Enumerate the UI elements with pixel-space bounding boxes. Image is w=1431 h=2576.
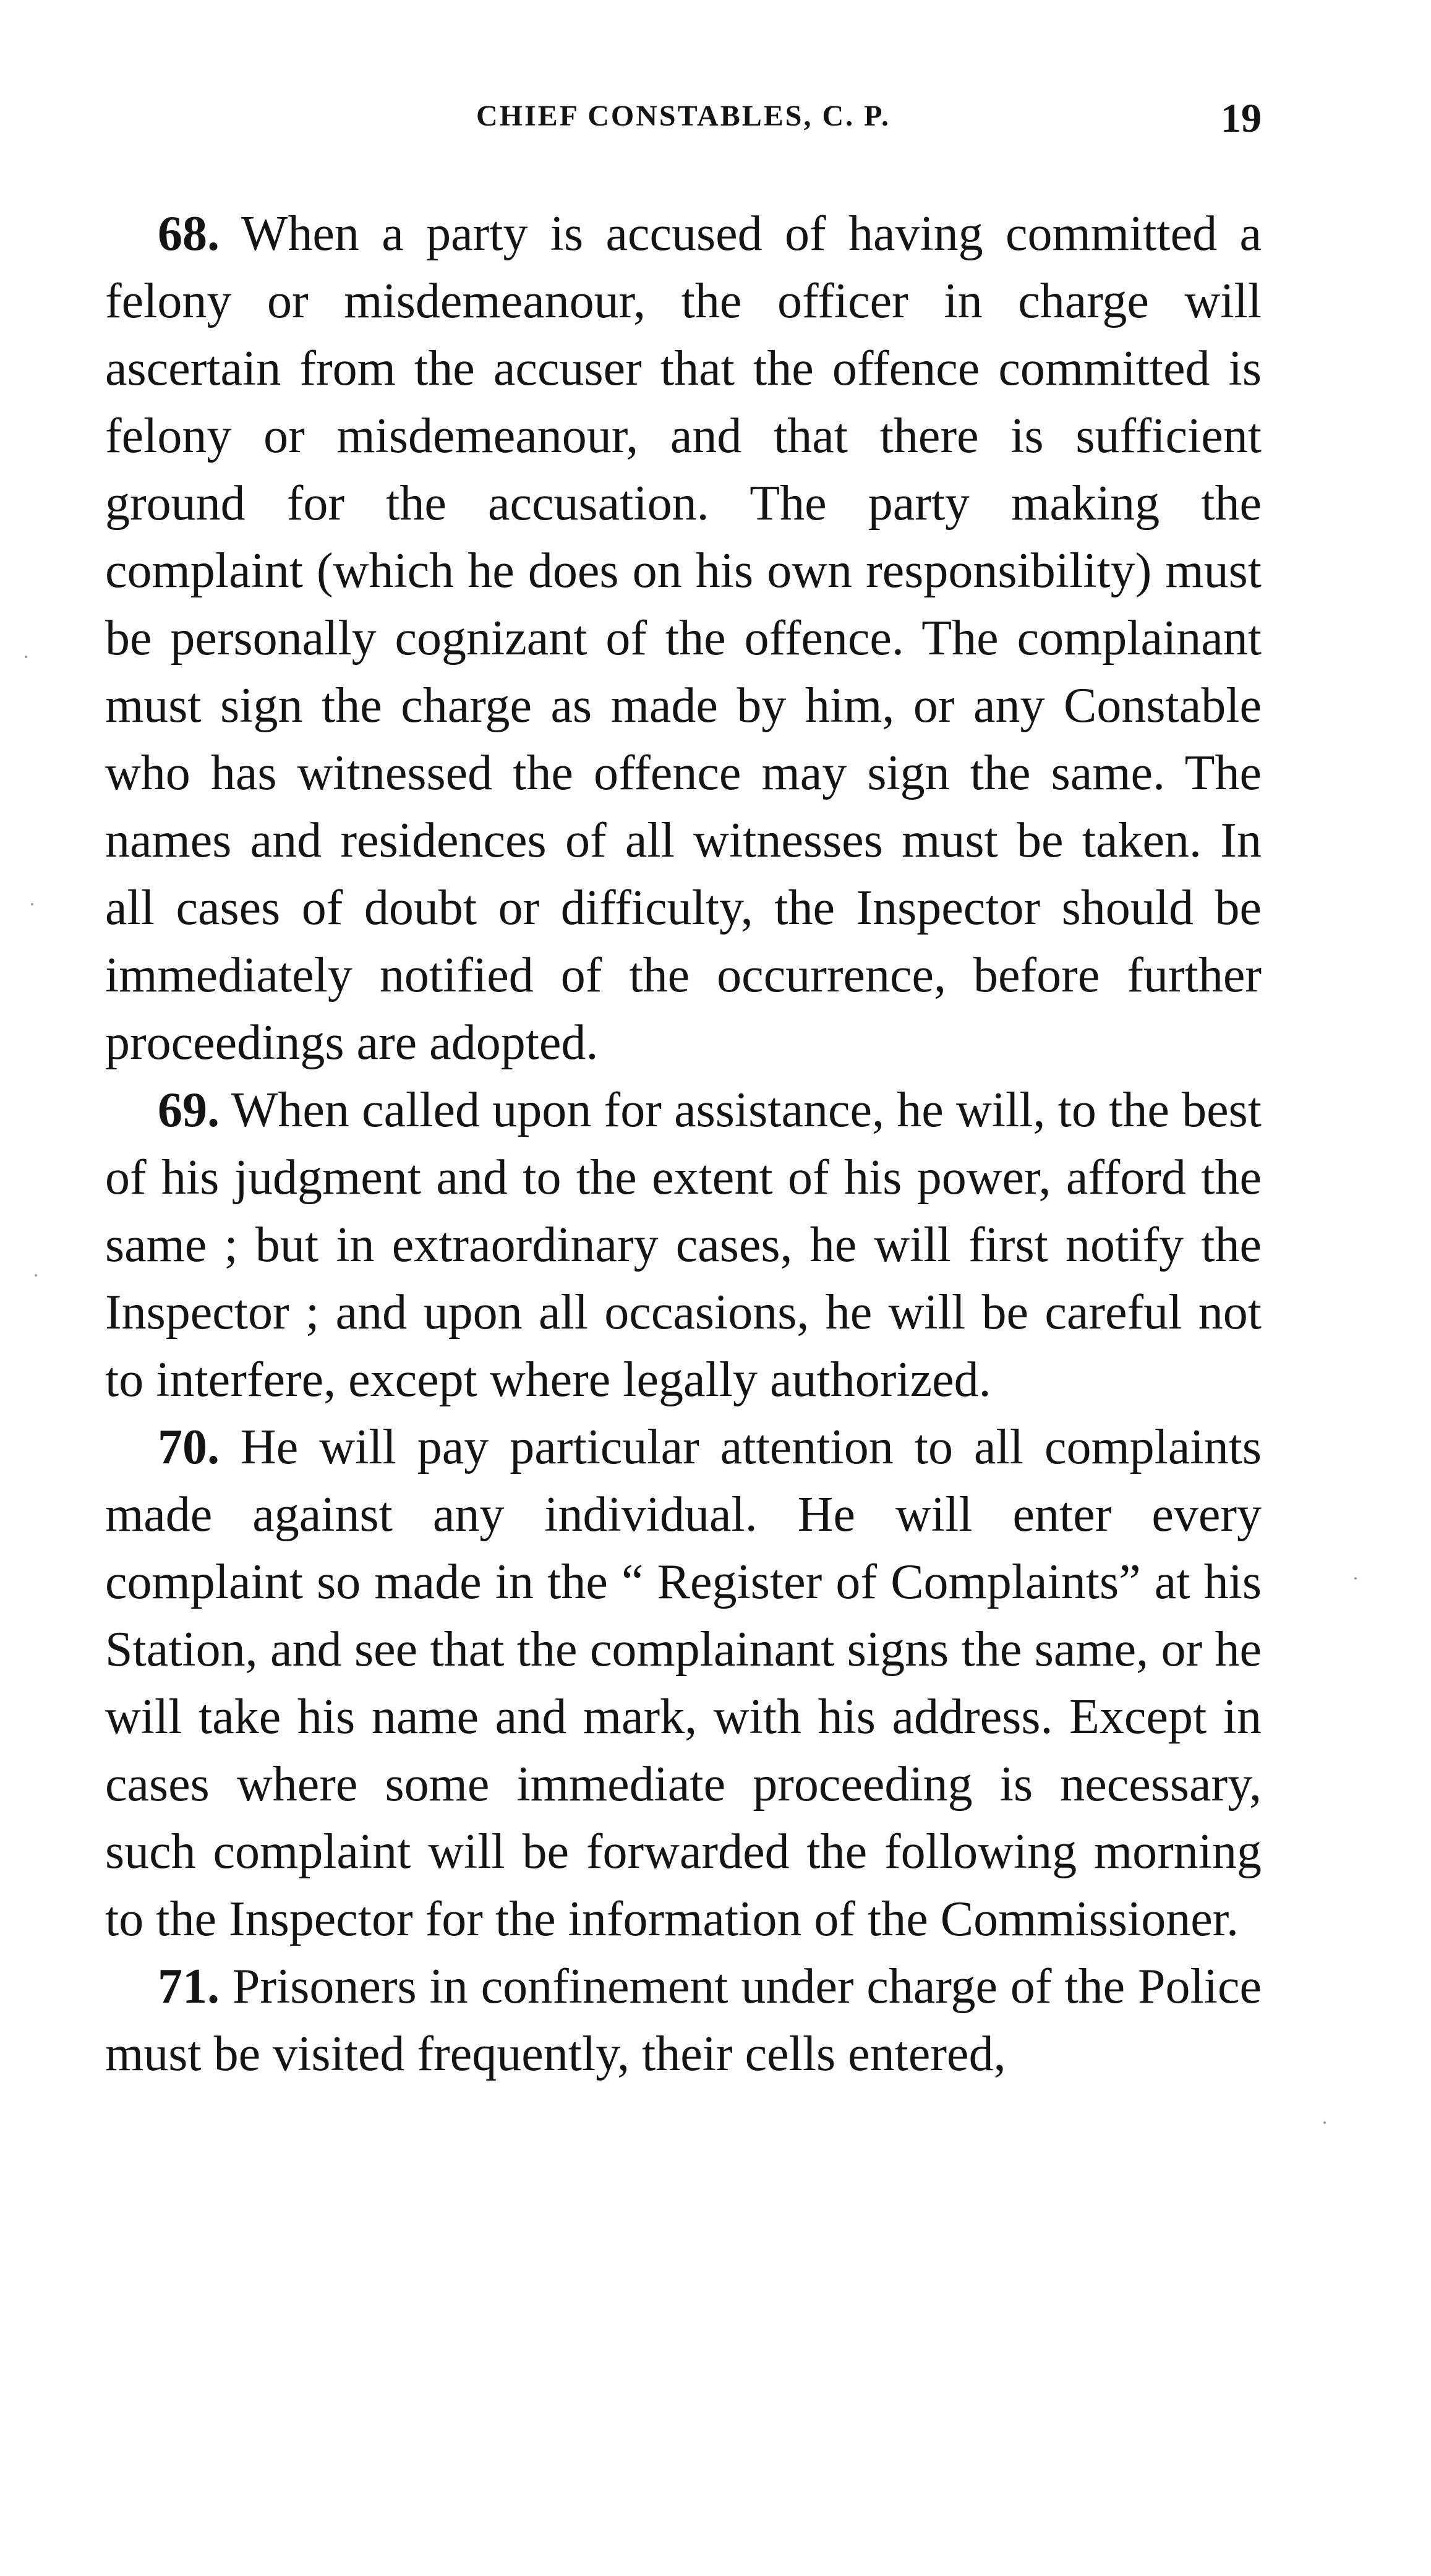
paper-speck xyxy=(1323,2121,1326,2124)
page-number: 19 xyxy=(1221,96,1262,141)
paragraph-text: He will pay particular attention to all complaints made against any individual. He will enter every complaint so made in the “ Register of Complaints” at his Station, and see that the complainant signs the same, or he will take his name and mark, with his address. Except in cases where some immediate proceeding is necessary, such complaint will be forwarded the following morning to the Inspector for the information of the Commissioner. xyxy=(105,1420,1262,1946)
paragraph-number: 69. xyxy=(158,1083,220,1137)
paragraph-69 xyxy=(105,1077,1262,1414)
paragraph-text: When called upon for assistance, he will, to the best of his judgment and to the extent of his power, afford the same ; but in extraordinary cases, he will first notify the Inspector ; and upon all occasions, he will be careful not to interfere, except where legally authorized. xyxy=(105,1083,1262,1407)
paragraph-71 xyxy=(105,1953,1262,2088)
paper-speck xyxy=(35,1274,37,1277)
paper-speck xyxy=(1354,1577,1357,1580)
paper-speck xyxy=(31,903,33,905)
paragraph-number: 71. xyxy=(158,1959,220,2014)
running-head-title: CHIEF CONSTABLES, C. P. xyxy=(476,100,891,132)
body-text-block xyxy=(105,200,1262,2088)
paper-speck xyxy=(25,656,27,658)
paragraph-text: Prisoners in confinement under charge of the Police must be visited frequently, their cells entered, xyxy=(105,1959,1262,2081)
paragraph-text: When a party is accused of having committed a felony or misdemeanour, the officer in charge will ascertain from the accuser that the offence committed is felony or misdemeanour, and that there is sufficient ground for the accusation. The party making the complaint (which he does on his own responsibility) must be personally cognizant of the offence. The complainant must sign the charge as made by him, or any Constable who has witnessed the offence may sign the same. The names and residences of all witnesses must be taken. In all cases of doubt or difficulty, the Inspector should be immediately notified of the occurrence, before further proceedings are adopted. xyxy=(105,207,1262,1070)
paragraph-70 xyxy=(105,1414,1262,1953)
running-head xyxy=(105,96,1262,155)
paragraph-number: 70. xyxy=(158,1420,220,1474)
paragraph-number: 68. xyxy=(158,207,220,261)
paragraph-68 xyxy=(105,200,1262,1077)
